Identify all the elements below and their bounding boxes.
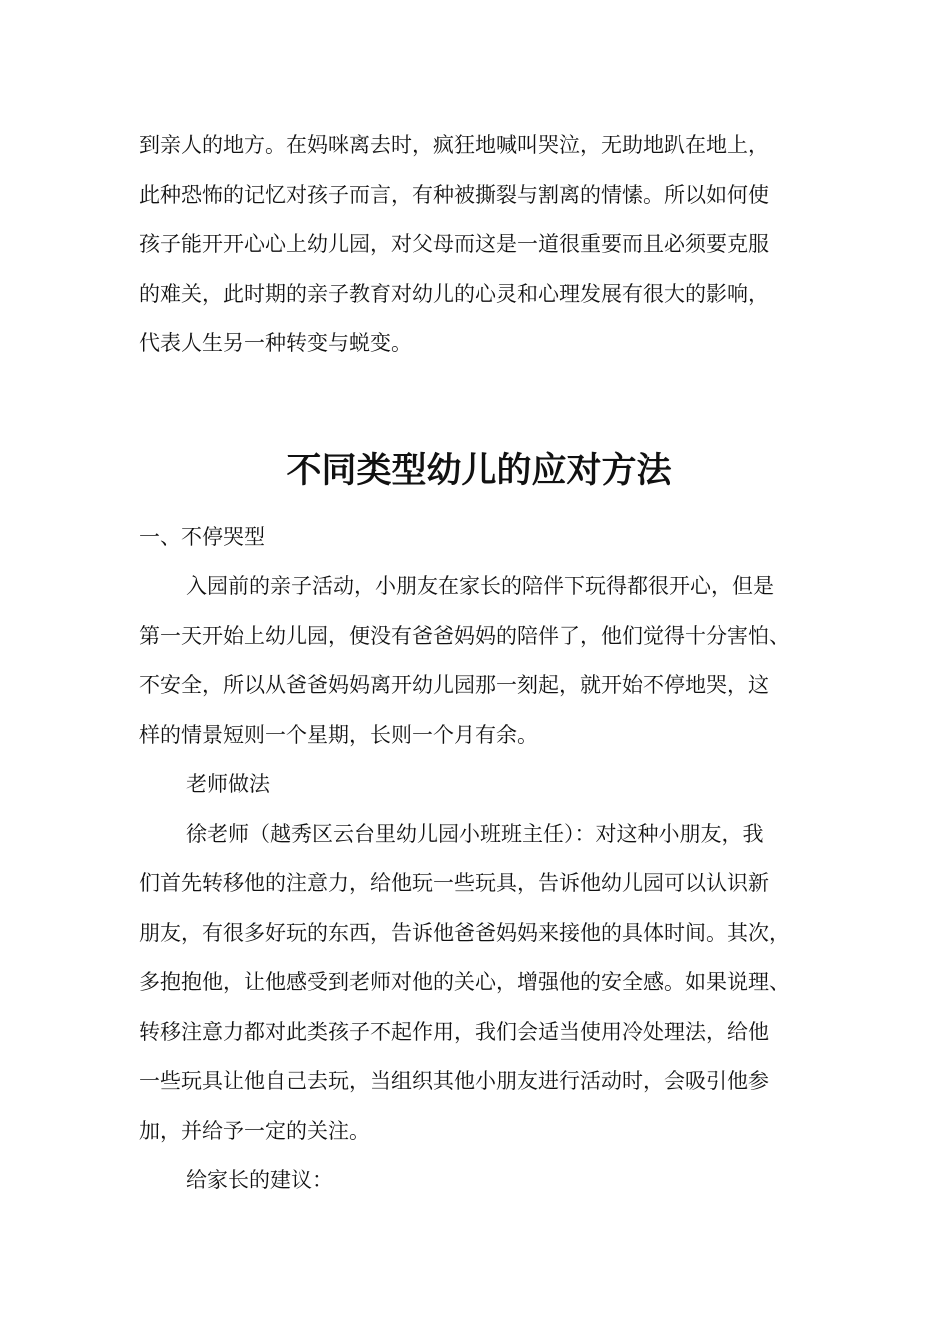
- intro-line: 代表人生另一种转变与蜕变。: [139, 331, 412, 355]
- intro-line: 此种恐怖的记忆对孩子而言，有种被撕裂与割离的情愫。所以如何使: [139, 182, 769, 207]
- teacher-paragraph-line: 多抱抱他，让他感受到老师对他的关心，增强他的安全感。如果说理、: [139, 970, 790, 994]
- paragraph-line: 不安全，所以从爸爸妈妈离开幼儿园那一刻起，就开始不停地哭，这: [139, 673, 769, 697]
- intro-line: 孩子能开开心心上幼儿园，对父母而这是一道很重要而且必须要克服: [139, 232, 769, 256]
- document-page: [139, 121, 819, 1206]
- teacher-paragraph-line: 转移注意力都对此类孩子不起作用，我们会适当使用冷处理法，给他: [139, 1019, 769, 1044]
- subsection-title: 一、不停哭型: [139, 524, 265, 549]
- intro-line: 的难关，此时期的亲子教育对幼儿的心灵和心理发展有很大的影响，: [139, 281, 769, 306]
- paragraph-line: 样的情景短则一个星期，长则一个月有余。: [139, 722, 538, 747]
- teacher-paragraph-line: 加，并给予一定的关注。: [139, 1118, 370, 1143]
- teacher-paragraph-line: 朋友，有很多好玩的东西，告诉他爸爸妈妈来接他的具体时间。其次，: [139, 920, 790, 945]
- parent-advice-label: 给家长的建议：: [186, 1168, 333, 1192]
- section-heading: 不同类型幼儿的应对方法: [286, 450, 672, 491]
- intro-line: 到亲人的地方。在妈咪离去时，疯狂地喊叫哭泣，无助地趴在地上，: [139, 133, 769, 157]
- paragraph-line: 第一天开始上幼儿园，便没有爸爸妈妈的陪伴了，他们觉得十分害怕、: [139, 623, 790, 648]
- teacher-paragraph-line: 徐老师（越秀区云台里幼儿园小班班主任）：对这种小朋友，我: [186, 821, 764, 846]
- teacher-paragraph-line: 一些玩具让他自己去玩，当组织其他小朋友进行活动时，会吸引他参: [139, 1069, 769, 1093]
- teacher-method-label: 老师做法: [186, 772, 270, 796]
- teacher-paragraph-line: 们首先转移他的注意力，给他玩一些玩具，告诉他幼儿园可以认识新: [139, 871, 769, 895]
- paragraph-line: 入园前的亲子活动，小朋友在家长的陪伴下玩得都很开心，但是: [186, 574, 774, 598]
